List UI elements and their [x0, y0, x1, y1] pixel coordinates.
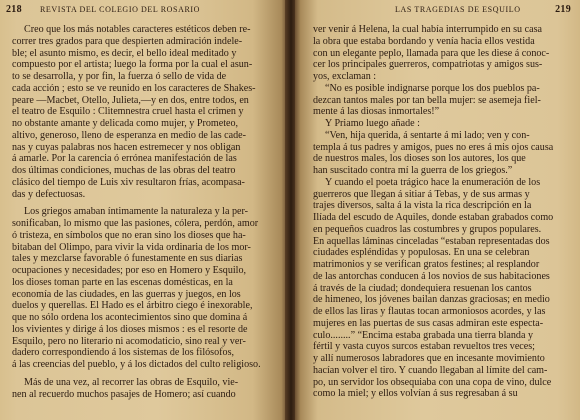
- text-line: bitaban del Olimpo, para vivir la vida ordinaria de los mor-: [12, 241, 251, 253]
- text-line: de nuestros males, los dioses son los autores, los que: [313, 153, 526, 165]
- text-line: cer los principales guerreros, compatriotas y amigos sus-: [313, 59, 543, 71]
- text-line: compuesto por el artista; luego la forma por la cual el asun-: [12, 59, 253, 71]
- text-line: ble; el asunto mismo, es decir, el bello ideal meditado y: [12, 47, 237, 59]
- text-line: como la miel; y ellos volvían á sus regresaban á su: [313, 388, 518, 400]
- text-line: de himeneo, los jóvenes bailan danzas graciosas; en medio: [313, 294, 550, 306]
- text-line: que no sólo ordena los acontecimientos sino que domina á: [12, 312, 248, 323]
- text-line: das y defectuosas.: [12, 188, 86, 200]
- text-line: no obstante amante y delicada como mujer, y Prometeo,: [12, 118, 239, 129]
- left-page-body: [12, 24, 261, 400]
- text-line: con un elegante peplo, llamada para que les diese á conoc-: [313, 47, 550, 59]
- right-page-body: [313, 24, 553, 400]
- right-running-head: LAS TRAGEDIAS DE ESQUILO: [395, 5, 521, 14]
- text-line: mujeres en las puertas de sus casas admiran este especta-: [313, 317, 544, 329]
- text-line: “No es posible indignarse porque los dos pueblos pa-: [325, 82, 540, 94]
- text-line: dadero correspondiendo á los sistemas de los filósofos,: [12, 347, 235, 359]
- text-line: peare —Macbet, Otello, Julieta,—y en dos, entre todos, en: [12, 94, 249, 106]
- text-line: de ellos las liras y flautas tocan armoniosos acordes, y las: [313, 306, 546, 317]
- text-line: ocupaciones y necesidades; por eso en Homero y Esquilo,: [12, 265, 247, 276]
- text-line: á través de la ciudad; dondequiera resuenan los cantos: [313, 282, 532, 294]
- text-line: yos, exclaman :: [313, 71, 377, 82]
- text-line: altivo, generoso, lleno de esperanza en medio de las cade-: [12, 129, 247, 141]
- right-page: [295, 0, 580, 420]
- text-line: duelos y querellas. El Hado es el árbitro ciego é inexorable,: [12, 300, 253, 312]
- left-page-number: 218: [6, 4, 22, 15]
- text-line: los vivientes y dirige á los dioses mismos : es el resorte de: [12, 323, 248, 335]
- text-line: Ilíada del escudo de Aquiles, donde estaban grabados como: [313, 212, 554, 223]
- left-running-head: REVISTA DEL COLEGIO DEL ROSARIO: [40, 5, 201, 14]
- text-line: “Ven, hija querida, á sentarte á mi lado; ven y con-: [325, 129, 530, 141]
- text-line: nas y cuyas palabras nos hacen estremecer y nos obligan: [12, 141, 241, 153]
- text-line: matrimonios y se verifican gratos festines; al resplandor: [313, 259, 540, 270]
- text-line: guerreros que llegan á sitiar á Tebas, y de sus armas y: [313, 188, 530, 200]
- text-line: y allí numerosos labradores que en incesante movimiento: [313, 353, 545, 364]
- text-line: cada acción ; esto se ve reunido en los caracteres de Shakes-: [12, 82, 256, 94]
- text-line: ciudades espléndidas y populosas. En una se celebran: [313, 247, 530, 259]
- text-line: hacían volver el tiro. Y cuando llegaban al límite del cam-: [313, 364, 548, 376]
- text-line: Más de una vez, al recorrer las obras de Esquilo, vie-: [24, 376, 239, 388]
- text-line: to se desarrolla, y por fin, la fuerza ó sello de vida de: [12, 71, 227, 82]
- text-line: Esquilo, pero no literario ni acomodaticio, sino real y ver-: [12, 335, 246, 347]
- text-line: tales y mezclarse favorable ó funestamente en sus diarias: [12, 253, 243, 265]
- text-line: templa á tus padres y amigos, pues no eres á mis ojos causa: [313, 141, 554, 153]
- text-line: los dioses toman parte en las escenas domésticas, en la: [12, 276, 233, 288]
- text-line: trajes diversos, salta á la vista la rica descripción en la: [313, 200, 532, 212]
- text-line: ver venir á Helena, la cual había interrumpido en su casa: [313, 24, 542, 35]
- text-line: en pequeños cuadros las costumbres y grupos populares.: [313, 223, 542, 235]
- text-line: dezcan tantos males por tan bella mujer: se asemeja fiel-: [313, 94, 541, 106]
- text-line: mente á las diosas inmortales!”: [313, 106, 440, 118]
- left-page-header: [6, 4, 278, 18]
- text-line: ó tristeza, en símbolos que no eran sino los dioses que ha-: [12, 229, 246, 241]
- text-line: Y cuando el poeta trágico hace la enumeración de los: [325, 176, 541, 188]
- text-line: Y Priamo luego añade :: [325, 118, 420, 129]
- text-line: Creo que los más notables caracteres estéticos deben re-: [24, 24, 251, 35]
- text-line: po, un servidor los obsequiaba con una copa de vino, dulce: [313, 376, 552, 388]
- right-page-number: 219: [555, 4, 571, 15]
- text-line: En aquellas láminas cinceladas “estaban representadas dos: [313, 235, 550, 247]
- left-page: [0, 0, 287, 420]
- text-line: el teatro de Esquilo : Clitemnestra cruel hasta el crimen y: [12, 106, 244, 118]
- text-line: dos últimas condiciones, muchas de las obras del teatro: [12, 165, 236, 176]
- text-line: á las creencias del pueblo, y á los dictados del culto religioso.: [12, 359, 261, 370]
- text-line: culo........” “Encima estaba grabada una tierra blanda y: [313, 329, 533, 341]
- text-line: nen al recuerdo muchos pasajes de Homero; así cuando: [12, 388, 236, 400]
- text-line: á amarle. Por la carencia ó errónea manifestación de las: [12, 153, 237, 165]
- text-line: sonificaban, lo mismo que las pasiones, cólera, perdón, amor: [12, 218, 259, 229]
- text-line: de las antorchas conducen á los novios de sus habitaciones: [313, 270, 550, 282]
- text-line: correr tres grados para que despierten admiración indele-: [12, 35, 243, 47]
- text-line: economía de las ciudades, en las guerras y juegos, en los: [12, 288, 241, 300]
- text-line: fértil y vasta cuyos surcos estaban revueltos tres veces;: [313, 341, 535, 353]
- right-page-header: [313, 4, 571, 18]
- text-line: han suscitado contra mí la guerra de los griegos.”: [313, 165, 513, 176]
- text-line: clásico del tiempo de Luis xiv resultaron frías, acompasa-: [12, 176, 245, 188]
- text-line: la obra que estaba bordando y venía hacia ellos vestida: [313, 35, 535, 47]
- text-line: Los griegos amaban íntimamente la naturaleza y la per-: [24, 206, 249, 218]
